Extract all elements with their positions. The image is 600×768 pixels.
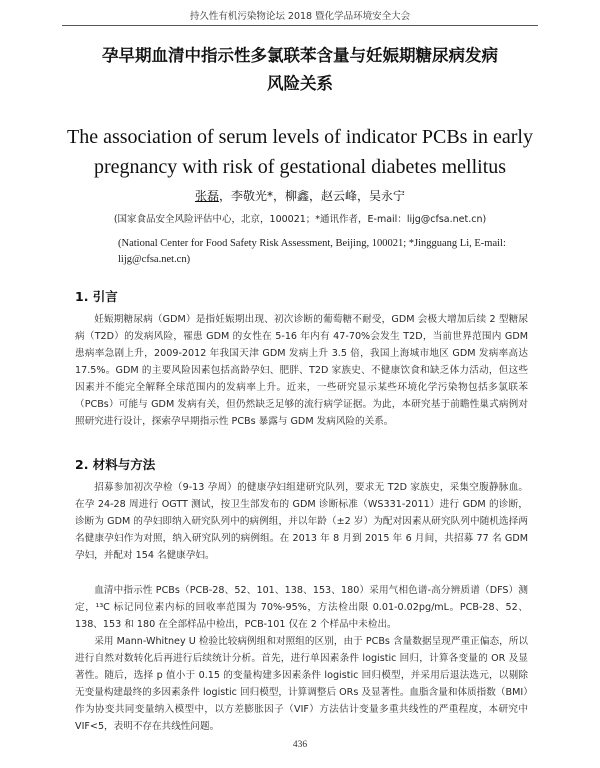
running-header: 持久性有机污染物论坛 2018 暨化学品环境安全大会 bbox=[189, 11, 411, 22]
header-rule bbox=[62, 25, 538, 26]
english-title-line-2: pregnancy with risk of gestational diabetes mellitus bbox=[93, 156, 507, 178]
affiliation-english-line-2: lijg@cfsa.net.cn) bbox=[118, 254, 191, 265]
chinese-title bbox=[70, 42, 530, 98]
affiliation-english-line-1: (National Center for Food Safety Risk Assessment, Beijing, 100021; *Jingguang Li, E-mail: bbox=[118, 238, 506, 249]
methods-paragraph-2: 血清中指示性 PCBs（PCB-28、52、101、138、153、180）采用气相色谱-高分辨质谱（DFS）测定，¹³C 标记同位素内标的回收率范围为 70%-95%，方法检出限 0.01-0.02pg/mL。PCB-28、52、138、153 和 180 在全部样品中检出，PCB-101 仅在 2 个样品中未检出。 bbox=[75, 585, 528, 630]
methods-heading: 2. 材料与方法 bbox=[75, 457, 156, 472]
methods-paragraph-1: 招募参加初次孕检（9-13 孕周）的健康孕妇组建研究队列，要求无 T2D 家族史，采集空腹静脉血。在孕 24-28 周进行 OGTT 测试，按卫生部发布的 GDM 诊断标准（WS331-2011）进行 GDM 的诊断，诊断为 GDM 的孕妇即纳入研究队列中的病例组，并以年龄（±2 岁）为配对因素从研究队列中随机选择两名健康孕妇作为对照，纳入研究队列的病例组。在 2013 年 8 月到 2015 年 6 月间，共招募 77 名 GDM 孕妇，并配对 154 名健康孕妇。 bbox=[75, 482, 528, 561]
intro-heading: 1. 引言 bbox=[75, 289, 118, 304]
english-title-line-1: The association of serum levels of indicator PCBs in early bbox=[66, 126, 533, 148]
methods-paragraph-3: 采用 Mann-Whitney U 检验比较病例组和对照组的区别，由于 PCBs 含量数据呈现严重正偏态，所以进行自然对数转化后再进行后续统计分析。首先，进行单因素条件 logistic 回归，计算各变量的 OR 及显著性。随后，选择 p 值小于 0.15 的变量构建多因素条件 logistic 回归模型，并采用后退法选元，以剔除无变量构建最终的多因素条件 logistic 回归模型，计算调整后 ORs 及显著性。血脂含量和体质指数（BMI）作为协变共同变量纳入模型中，以方差膨胀因子（VIF）方法估计变量多重共线性的严重程度，本研究中 VIF<5，表明不存在共线性问题。 bbox=[75, 636, 528, 732]
affiliation-english bbox=[118, 236, 532, 268]
intro-paragraph: 妊娠期糖尿病（GDM）是指妊娠期出现、初次诊断的葡萄糖不耐受，GDM 会极大增加后续 2 型糖尿病（T2D）的发病风险，罹患 GDM 的女性在 5-16 年内有 47-70%会发生 T2D，当前世界范围内 GDM 患病率急剧上升，2009-2012 年我国天津 GDM 发病上升 3.5 倍，我国上海城市地区 GDM 发病率高达 17.5%。GDM 的主要风险因素包括高龄孕妇、肥胖、T2D 家族史、不健康饮食和缺乏体力活动，但这些因素并不能完全解释全球范围内的发病率上升。近来，一些研究显示某些环境化学污染物包括多氯联苯（PCBs）可能与 GDM 发病有关，但仍然缺乏足够的流行病学证据。为此，本研究基于前瞻性巢式病例对照研究进行设计，探索孕早期指示性 PCBs 暴露与 GDM 发病风险的关系。 bbox=[75, 314, 528, 427]
other-authors: ，李敬光*，柳鑫，赵云峰，吴永宁 bbox=[219, 189, 406, 203]
affiliation-chinese: (国家食品安全风险评估中心，北京，100021；*通讯作者，E-mail：lijg@cfsa.net.cn) bbox=[113, 214, 487, 225]
chinese-title-line-2: 风险关系 bbox=[267, 74, 333, 93]
first-author: 张磊 bbox=[194, 189, 219, 203]
chinese-title-line-1: 孕早期血清中指示性多氯联苯含量与妊娠期糖尿病发病 bbox=[102, 46, 498, 65]
author-list bbox=[0, 187, 600, 204]
page-number: 436 bbox=[292, 740, 308, 750]
english-title bbox=[60, 122, 540, 182]
